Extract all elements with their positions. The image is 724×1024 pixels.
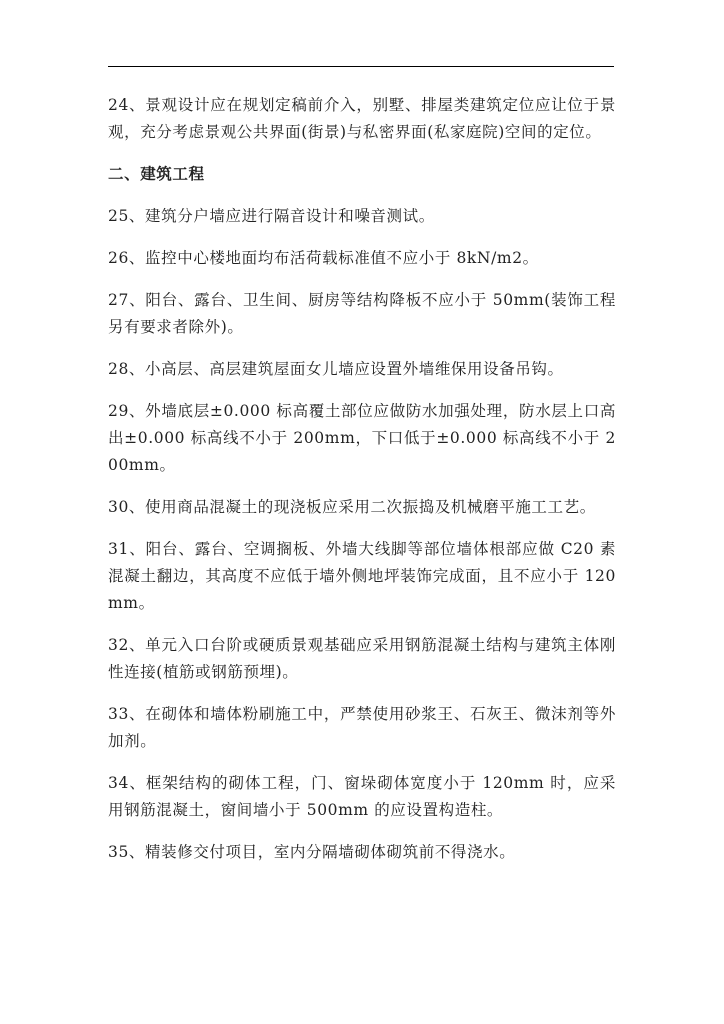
- section-heading: 二、建筑工程: [108, 165, 205, 183]
- paragraph-item-29: 29、外墙底层±0.000 标高覆土部位应做防水加强处理，防水层上口高出±0.000 标高线不小于 200mm，下口低于±0.000 标高线不小于 200mm。: [108, 402, 616, 474]
- document-body: [108, 92, 616, 881]
- paragraph-item-27: 27、阳台、露台、卫生间、厨房等结构降板不应小于 50mm(装饰工程另有要求者除外)。: [108, 291, 616, 336]
- paragraph-item-31: 31、阳台、露台、空调搁板、外墙大线脚等部位墙体根部应做 C20 素混凝土翻边，其高度不应低于墙外侧地坪装饰完成面，且不应小于 120mm。: [108, 540, 616, 612]
- paragraph-item-26: 26、监控中心楼地面均布活荷载标准值不应小于 8kN/m2。: [108, 249, 539, 267]
- paragraph-item-35: 35、精装修交付项目，室内分隔墙砌体砌筑前不得浇水。: [108, 843, 516, 861]
- header-rule: [108, 66, 614, 67]
- paragraph-item-25: 25、建筑分户墙应进行隔音设计和噪音测试。: [108, 207, 435, 225]
- paragraph-item-24: 24、景观设计应在规划定稿前介入，别墅、排屋类建筑定位应让位于景观，充分考虑景观公共界面(街景)与私密界面(私家庭院)空间的定位。: [108, 96, 616, 141]
- paragraph-item-32: 32、单元入口台阶或硬质景观基础应采用钢筋混凝土结构与建筑主体刚性连接(植筋或钢筋预埋)。: [108, 636, 616, 681]
- paragraph-item-28: 28、小高层、高层建筑屋面女儿墙应设置外墙维保用设备吊钩。: [108, 360, 564, 378]
- paragraph-item-30: 30、使用商品混凝土的现浇板应采用二次振捣及机械磨平施工工艺。: [108, 498, 596, 516]
- paragraph-item-34: 34、框架结构的砌体工程，门、窗垛砌体宽度小于 120mm 时，应采用钢筋混凝土，窗间墙小于 500mm 的应设置构造柱。: [108, 774, 616, 819]
- paragraph-item-33: 33、在砌体和墙体粉刷施工中，严禁使用砂浆王、石灰王、微沫剂等外加剂。: [108, 705, 616, 750]
